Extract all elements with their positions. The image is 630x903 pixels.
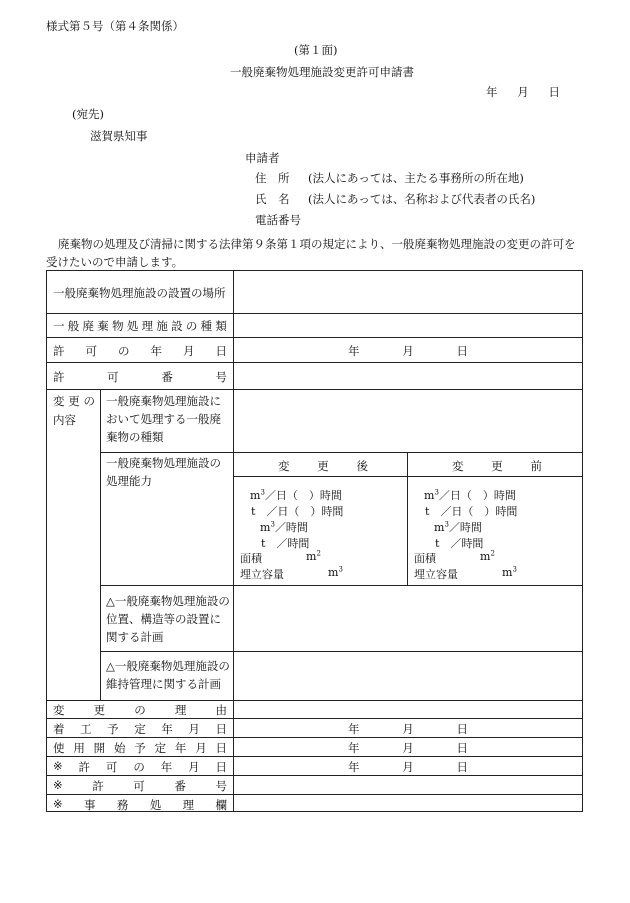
page-label: (第１面): [294, 43, 338, 57]
table-rule: [100, 585, 583, 586]
waste-type-label: 一般廃棄物処理施設において処理する一般廃棄物の種類: [106, 394, 221, 444]
header-date: [486, 84, 560, 100]
table-rule: [46, 718, 583, 719]
change-content-label: 変 更 の: [53, 394, 95, 408]
capacity-label: 一般廃棄物処理施設の処理能力: [106, 456, 221, 488]
table-divider-capacity: [407, 452, 408, 585]
table-rule: [100, 452, 583, 453]
change-content-label-2: 内容: [53, 413, 76, 427]
phone-label: 電話番号: [255, 213, 301, 227]
table-rule: [233, 476, 583, 477]
address-label: 住 所: [255, 171, 290, 185]
official-permit-number-label: ※ 許 可 番 号: [53, 778, 227, 793]
permit-date-value: 年 月 日: [348, 344, 468, 358]
table-rule: [46, 389, 583, 390]
addressee-label: (宛先): [72, 107, 104, 121]
start-date-label: 着 工 予 定 年 月 日: [53, 722, 227, 736]
official-permit-date-value: 年 月 日: [348, 760, 468, 774]
table-rule: [46, 313, 583, 314]
permit-number-label: 許 可 番 号: [53, 370, 227, 384]
month-label: 月: [517, 85, 529, 99]
table-divider-main: [233, 270, 234, 812]
document-title: 一般廃棄物処理施設変更許可申請書: [230, 65, 414, 79]
table-rule: [46, 700, 583, 701]
permit-date-label: 許 可 の 年 月 日: [53, 344, 227, 358]
intro-text: 廃棄物の処理及び清掃に関する法律第９条第１項の規定により、一般廃棄物処理施設の変更の許可を受けたいので申請します。: [46, 237, 576, 269]
table-divider-sub: [100, 389, 101, 700]
table-rule: [46, 775, 583, 776]
change-reason-label: 変 更 の 理 由: [53, 703, 227, 717]
use-start-date-label: 使 用 開 始 予 定 年 月 日: [53, 741, 227, 755]
year-label: 年: [486, 85, 498, 99]
facility-type-label: 一 般 廃 棄 物 処 理 施 設 の 種 類: [53, 319, 227, 333]
table-rule: [46, 737, 583, 738]
name-note: (法人にあっては、名称および代表者の氏名): [308, 192, 536, 206]
official-permit-date-label: ※ 許 可 の 年 月 日: [53, 759, 227, 774]
addressee-name: 滋賀県知事: [90, 129, 148, 143]
table-rule: [46, 362, 583, 363]
before-change-header: 変 更 前: [452, 459, 542, 473]
day-label: 日: [548, 85, 560, 99]
use-start-date-value: 年 月 日: [348, 741, 468, 755]
name-label: 氏 名: [255, 192, 290, 206]
maintenance-plan-label: △一般廃棄物処理施設の維持管理に関する計画: [106, 659, 230, 691]
table-rule: [46, 756, 583, 757]
address-note: (法人にあっては、主たる事務所の所在地): [308, 171, 524, 185]
table-rule: [100, 651, 583, 652]
table-rule: [46, 794, 583, 795]
table-rule: [46, 337, 583, 338]
start-date-value: 年 月 日: [348, 722, 468, 736]
structure-plan-label: △一般廃棄物処理施設の位置、構造等の設置に関する計画: [106, 594, 230, 644]
applicant-label: 申請者: [245, 151, 280, 165]
location-label: 一般廃棄物処理施設の設置の場所: [53, 286, 226, 300]
after-change-header: 変 更 後: [278, 459, 368, 473]
form-number: 様式第５号（第４条関係）: [46, 19, 184, 33]
office-processing-label: ※ 事 務 処 理 欄: [53, 797, 227, 812]
